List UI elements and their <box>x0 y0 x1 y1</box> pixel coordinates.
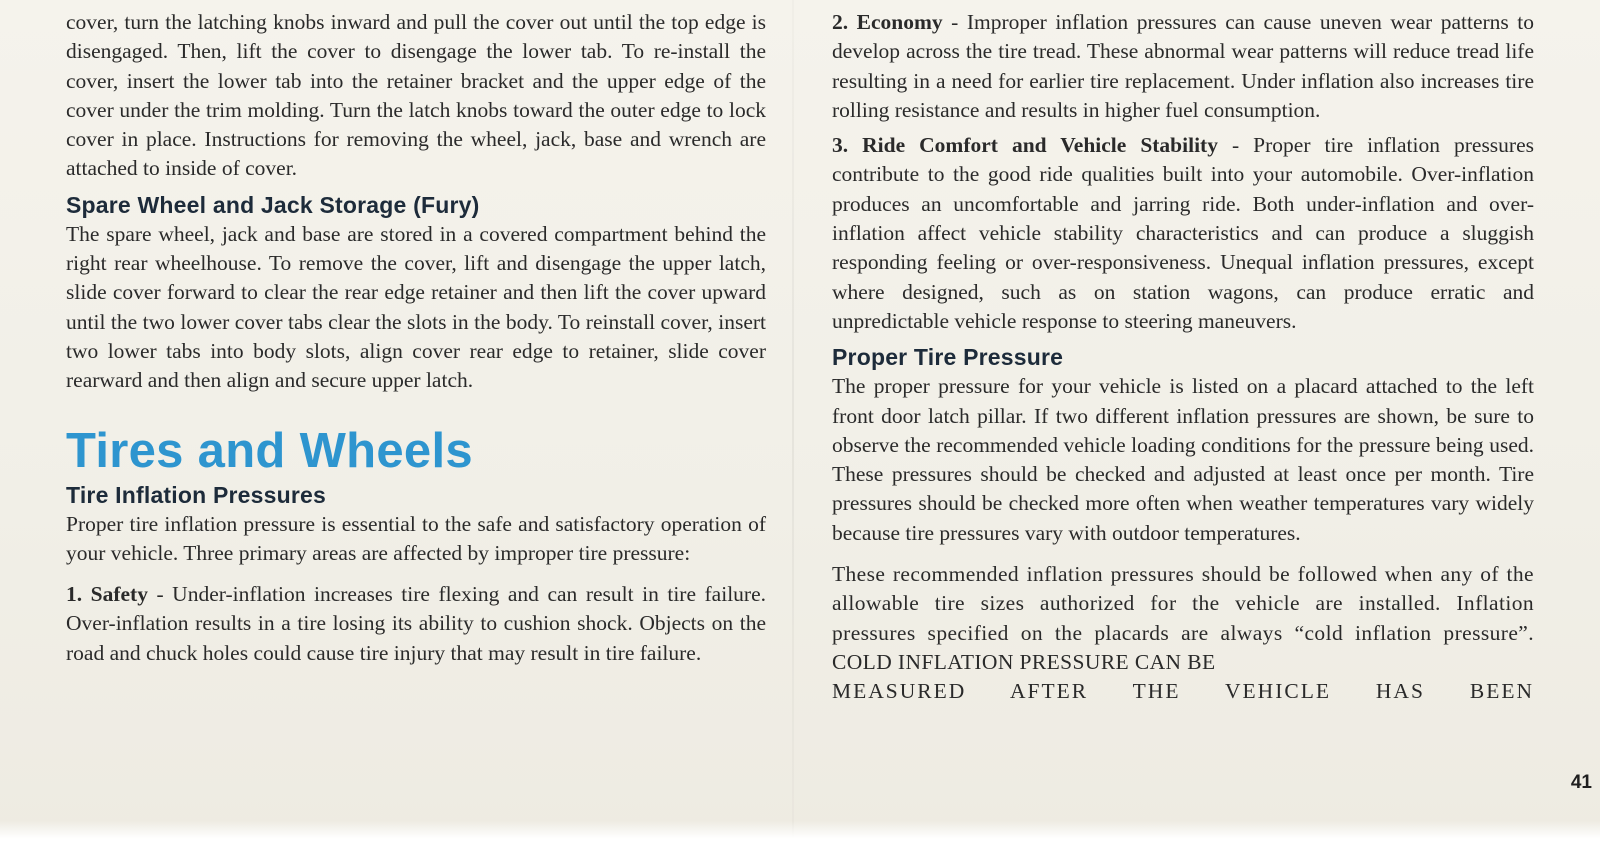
left-column <box>66 8 766 668</box>
economy-paragraph <box>832 8 1534 125</box>
recommended-pressures-text: These recommended inflation pressures should be followed when any of the allowable tire sizes authorized for the vehicle are installed. Inflation pressures specified on the placards are always “cold inflation pressure”. COLD INFLATION PRESSURE CAN BE <box>832 562 1534 674</box>
proper-tire-pressure-heading: Proper Tire Pressure <box>832 344 1064 371</box>
right-column <box>832 8 1534 707</box>
page-number: 41 <box>1570 772 1592 793</box>
page-gutter <box>792 0 794 843</box>
tire-inflation-heading: Tire Inflation Pressures <box>66 481 327 508</box>
page-bottom-edge <box>0 821 1600 843</box>
chapter-title: Tires and Wheels <box>66 423 473 478</box>
safety-paragraph <box>66 580 766 668</box>
intro-paragraph: cover, turn the latching knobs inward and pull the cover out until the top edge is disengaged. Then, lift the cover to disengage the lower tab. To re-install the cover, insert the lower tab into the retainer bracket and the upper edge of the cover under the trim molding. Turn the latch knobs toward the outer edge to lock cover in place. Instructions for removing the wheel, jack, base and wrench are attached to inside of cover. <box>66 10 766 181</box>
economy-label: 2. Economy <box>832 10 943 34</box>
tire-inflation-paragraph: Proper tire inflation pressure is essential to the safe and satisfactory operation of your vehicle. Three primary areas are affected by improper tire pressure: <box>66 511 766 565</box>
ride-comfort-text: - Proper tire inflation pressures contribute to the good ride qualities built into your automobile. Over-inflation produces an uncomfortable and jarring ride. Both under-inflation and over-inflation affect vehicle stability characteristics and can produce a sluggish responding feeling or over-responsiveness. Unequal inflation pressures, except where designed, such as on station wagons, can produce erratic and unpredictable vehicle response to steering maneuvers. <box>832 133 1534 333</box>
recommended-pressures-last-line: MEASURED AFTER THE VEHICLE HAS BEEN <box>832 679 1534 704</box>
safety-text: - Under-inflation increases tire flexing and can result in tire failure. Over-inflation results in a tire losing its ability to cushion shock. Objects on the road and chuck holes could cause tire injury that may result in tire failure. <box>66 582 766 665</box>
recommended-pressures-paragraph <box>832 560 1534 706</box>
economy-text: - Improper inflation pressures can cause uneven wear patterns to develop across the tire tread. These abnormal wear patterns will reduce tread life resulting in a need for earlier tire replacement. Under inflation also increases tire rolling resistance and results in higher fuel consumption. <box>832 10 1534 122</box>
proper-tire-pressure-paragraph: The proper pressure for your vehicle is listed on a placard attached to the left front door latch pillar. If two different inflation pressures are shown, be sure to observe the recommended vehicle loading conditions for the pressure being used. These pressures should be checked and adjusted at least once per month. Tire pressures should be checked more often when weather temperatures vary widely because tire pressures vary with outdoor temperatures. <box>832 374 1534 545</box>
ride-comfort-label: 3. Ride Comfort and Vehicle Stability <box>832 133 1218 158</box>
ride-comfort-paragraph <box>832 131 1534 336</box>
spare-wheel-heading: Spare Wheel and Jack Storage (Fury) <box>66 191 480 218</box>
safety-label: 1. Safety <box>66 582 148 607</box>
spare-wheel-paragraph: The spare wheel, jack and base are stored in a covered compartment behind the right rear wheelhouse. To remove the cover, lift and disengage the upper latch, slide cover forward to clear the rear edge retainer and then lift the cover upward until the two lower cover tabs clear the slots in the body. To reinstall cover, insert two lower tabs into body slots, align cover rear edge to retainer, slide cover rearward and then align and secure upper latch. <box>66 221 766 393</box>
